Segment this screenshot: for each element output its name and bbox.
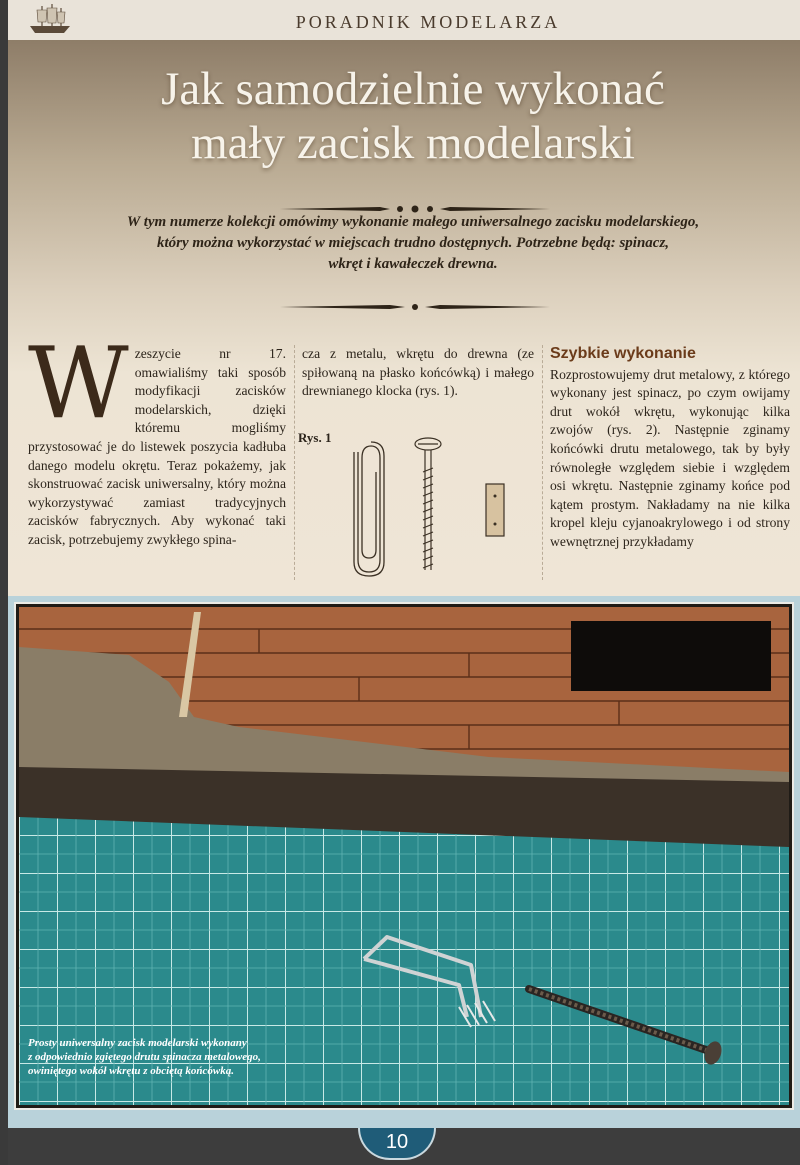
caption-line-1: Prosty uniwersalny zacisk modelarski wykonany bbox=[28, 1037, 247, 1049]
text-column-3 bbox=[550, 345, 790, 552]
figure-illustration bbox=[328, 432, 528, 582]
sailing-ship-icon bbox=[26, 2, 74, 36]
intro-line-2: który można wykorzystać w miejscach trudno dostępnych. Potrzebne będą: spinacz, bbox=[156, 235, 670, 251]
caption-line-3: owiniętego wokół wkrętu z obciętą końcówką. bbox=[28, 1065, 234, 1077]
ornament-divider-bottom bbox=[280, 300, 550, 314]
intro-line-3: wkręt i kawałeczek drewna. bbox=[328, 256, 498, 272]
page-number: 10 bbox=[358, 1128, 436, 1160]
photo-frame bbox=[16, 604, 792, 1108]
title-line-2: mały zacisk modelarski bbox=[191, 117, 635, 169]
figure-label: Rys. 1 bbox=[298, 430, 332, 445]
column-3-text: Rozprostowujemy drut metalowy, z którego wykonany jest spinacz, po czym owijamy drut wokół wkrętu, wykonując kilka zwojów (rys. 2). Następnie zginamy końcówki drutu metalowego, tak by były równoległe względem siebie i względem osi wkrętu. Następnie zginamy końce pod kątem prostym. Nakładamy na nie kilka kropel kleju cyjanoakrylowego i od strony wewnętrznej przykładamy bbox=[550, 366, 790, 549]
section-title: PORADNIK MODELARZA bbox=[295, 12, 561, 32]
wood-block-drawing bbox=[486, 484, 504, 536]
subheading: Szybkie wykonanie bbox=[550, 345, 696, 362]
drop-cap: W bbox=[28, 327, 129, 441]
paperclip-drawing bbox=[354, 442, 384, 576]
intro-line-1: W tym numerze kolekcji omówimy wykonanie małego uniwersalnego zacisku modelarskiego, bbox=[126, 214, 700, 230]
text-column-2 bbox=[302, 345, 534, 401]
column-divider bbox=[542, 345, 543, 580]
photo-caption bbox=[28, 1036, 348, 1078]
magazine-page bbox=[8, 0, 800, 1165]
text-column-1 bbox=[28, 327, 286, 550]
clamp-photo bbox=[19, 607, 789, 1105]
column-1-text: zeszycie nr 17. omawialiśmy taki sposób modyfikacji zacisków modelarskich, dzięki któremu mogliśmy przystosować je do listewek poszycia kadłuba danego modelu okrętu. Teraz pokażemy, jak skonstruować zacisk uniwersalny, który można wykorzystywać zamiast tradycyjnych zacisków fabrycznych. Aby wykonać taki zacisk, potrzebujemy zwykłego spina- bbox=[28, 346, 286, 547]
column-divider bbox=[294, 345, 295, 580]
article-title bbox=[48, 62, 778, 170]
column-2-text: cza z metalu, wkrętu do drewna (ze spiłowaną na płasko końcówką) i małego drewnianego klocka (rys. 1). bbox=[302, 346, 534, 399]
page-header bbox=[8, 0, 800, 41]
screw-drawing bbox=[415, 438, 441, 570]
caption-line-2: z odpowiednio zgiętego drutu spinacza metalowego, bbox=[28, 1051, 261, 1063]
title-line-1: Jak samodzielnie wykonać bbox=[161, 63, 665, 115]
article-intro bbox=[68, 212, 758, 275]
